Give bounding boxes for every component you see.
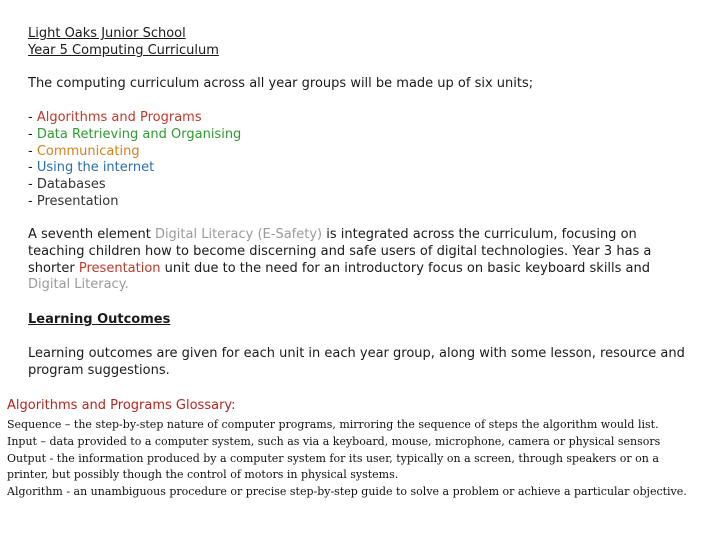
digital-literacy-esafety-term: Digital Literacy (E-Safety) [154,227,323,242]
unit-item [28,110,688,127]
glossary-output-continued: printer, but possibly though the control of motors in physical systems. [7,468,399,482]
learning-outcomes-text: Learning outcomes are given for each unit in each year group, along with some lesson, resource and program suggestions. [28,345,685,378]
unit-bullet: - [28,126,37,142]
intro-text: The computing curriculum across all year groups will be made up of six units; [28,76,534,91]
seventh-text-part-2: is integrated across the curriculum, focusing on teaching children how to become discerning and safe users of digital technologies. Year 3 has a shorter [28,227,652,276]
unit-presentation: Presentation [36,193,119,209]
unit-bullet: - [28,193,37,209]
digital-literacy-term: Digital Literacy. [28,277,129,293]
unit-data-retrieving: Data Retrieving and Organising [36,126,242,142]
unit-item [28,194,688,211]
unit-using-internet: Using the internet [36,160,155,176]
glossary-sequence: Sequence – the step-by-step nature of computer programs, mirroring the sequence of steps the algorithm would list. [7,418,659,431]
glossary-title: Algorithms and Programs Glossary: [7,398,236,413]
unit-item [28,127,688,144]
unit-bullet: - [28,110,37,125]
unit-bullet: - [28,177,37,193]
seventh-text-part-3: unit due to the need for an introductory focus on basic keyboard skills and [160,260,651,276]
glossary-algorithm: Algorithm - an unambiguous procedure or precise step-by-step guide to solve a problem or achieve a particular objective. [7,485,687,499]
glossary-input: Input – data provided to a computer system, such as via a keyboard, mouse, microphone, camera or physical sensors [7,434,661,448]
unit-list [28,110,688,211]
unit-algorithms-programs: Algorithms and Programs [36,110,202,125]
unit-list-container [28,110,688,211]
presentation-term: Presentation [78,260,161,276]
seventh-text-part-1: A seventh element [28,227,155,242]
unit-item [28,160,688,177]
glossary-output: Output - the information produced by a computer system for its user, typically on a screen, through speakers or on a [7,451,659,465]
document-header [28,26,688,60]
unit-databases: Databases [36,177,106,193]
school-name: Light Oaks Junior School [28,26,186,41]
unit-bullet: - [28,143,37,159]
unit-bullet: - [28,160,37,176]
unit-item [28,144,688,161]
glossary-section [7,397,713,501]
unit-communicating: Communicating [36,143,140,159]
learning-outcomes-section [28,312,688,379]
curriculum-title: Year 5 Computing Curriculum [28,42,219,58]
unit-item [28,177,688,194]
seventh-element-paragraph [28,227,688,294]
learning-outcomes-heading: Learning Outcomes [28,312,171,327]
